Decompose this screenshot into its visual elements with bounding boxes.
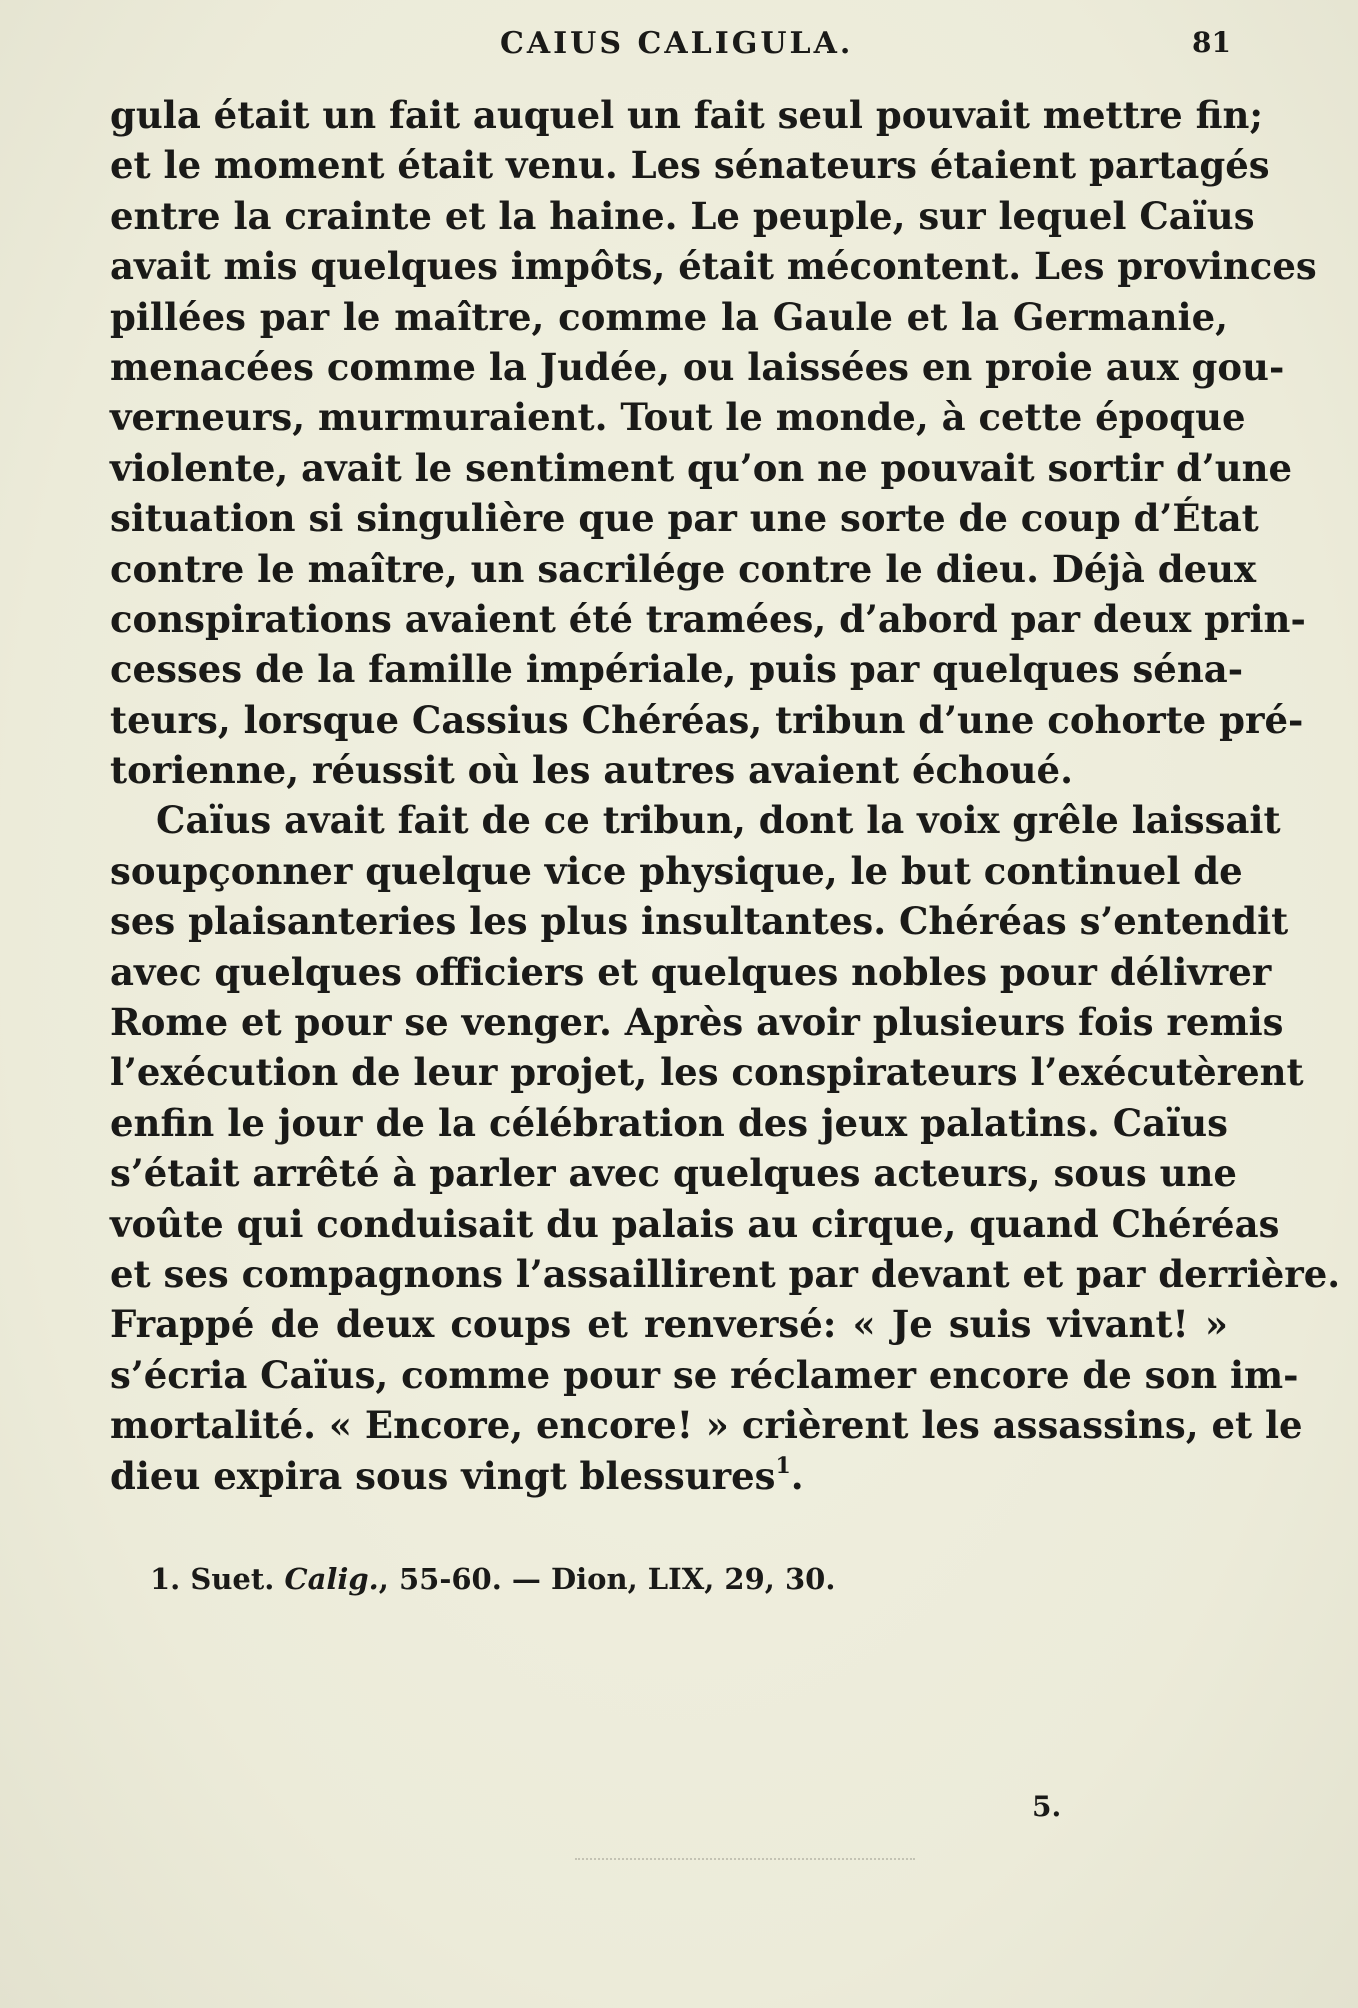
running-head	[0, 26, 1358, 66]
final-period: .	[790, 1453, 804, 1498]
text-line: l’exécution de leur projet, les conspirateurs l’exécutèrent	[110, 1050, 1304, 1095]
text-line: teurs, lorsque Cassius Chéréas, tribun d’une cohorte pré-	[110, 697, 1304, 742]
text-line: torienne, réussit où les autres avaient échoué.	[110, 748, 1073, 793]
text-line: s’était arrêté à parler avec quelques acteurs, sous une	[110, 1151, 1237, 1196]
text-line: Rome et pour se venger. Après avoir plusieurs fois remis	[110, 1000, 1284, 1045]
text-line: cesses de la famille impériale, puis par quelques séna-	[110, 647, 1244, 692]
text-line-final	[110, 1451, 1228, 1501]
text-line: s’écria Caïus, comme pour se réclamer encore de son im-	[110, 1352, 1299, 1397]
text-line: Caïus avait fait de ce tribun, dont la voix grêle laissait	[156, 798, 1281, 843]
text-line-final-body: dieu expira sous vingt blessures	[110, 1453, 776, 1498]
text-line: conspirations avaient été tramées, d’abord par deux prin-	[110, 596, 1306, 641]
text-line: gula était un fait auquel un fait seul pouvait mettre fin;	[110, 93, 1264, 137]
text-line: situation si singulière que par une sorte de coup d’État	[110, 496, 1259, 541]
text-line: violente, avait le sentiment qu’on ne pouvait sortir d’une	[110, 445, 1293, 490]
text-line: ses plaisanteries les plus insultantes. Chéréas s’entendit	[110, 899, 1289, 944]
text-line: et ses compagnons l’assaillirent par devant et par derrière.	[110, 1251, 1341, 1296]
signature-mark: 5.	[1032, 1790, 1062, 1823]
footnote-prefix: Suet.	[190, 1562, 275, 1596]
paper-speckle	[575, 1858, 915, 1866]
text-line: avait mis quelques impôts, était mécontent. Les provinces	[110, 244, 1317, 289]
text-line: voûte qui conduisait du palais au cirque, quand Chéréas	[110, 1201, 1280, 1246]
footnote	[150, 1562, 835, 1596]
text-line: entre la crainte et la haine. Le peuple, sur lequel Caïus	[110, 193, 1255, 238]
footnote-citation: , 55-60. — Dion, LIX, 29, 30.	[378, 1562, 836, 1596]
footnote-work-title: Calig.	[284, 1562, 379, 1596]
text-line: Frappé de deux coups et renversé: « Je suis vivant! »	[110, 1302, 1228, 1347]
text-line: menacées comme la Judée, ou laissées en proie aux gou-	[110, 344, 1285, 389]
text-line: pillées par le maître, comme la Gaule et la Germanie,	[110, 294, 1228, 339]
text-line: avec quelques officiers et quelques nobles pour délivrer	[110, 949, 1272, 994]
body-text	[110, 90, 1341, 1501]
text-line: enfin le jour de la célébration des jeux palatins. Caïus	[110, 1100, 1228, 1145]
text-line: mortalité. « Encore, encore! » crièrent les assassins, et le	[110, 1403, 1303, 1448]
footnote-reference[interactable]: 1	[775, 1453, 791, 1480]
page-number: 81	[1192, 26, 1231, 59]
running-title: CAIUS CALIGULA.	[500, 26, 854, 61]
footnote-number: 1.	[150, 1562, 181, 1596]
text-line: soupçonner quelque vice physique, le but continuel de	[110, 848, 1243, 893]
text-line: contre le maître, un sacrilége contre le dieu. Déjà deux	[110, 546, 1257, 591]
text-line: et le moment était venu. Les sénateurs étaient partagés	[110, 143, 1270, 188]
text-line: verneurs, murmuraient. Tout le monde, à cette époque	[110, 395, 1246, 440]
